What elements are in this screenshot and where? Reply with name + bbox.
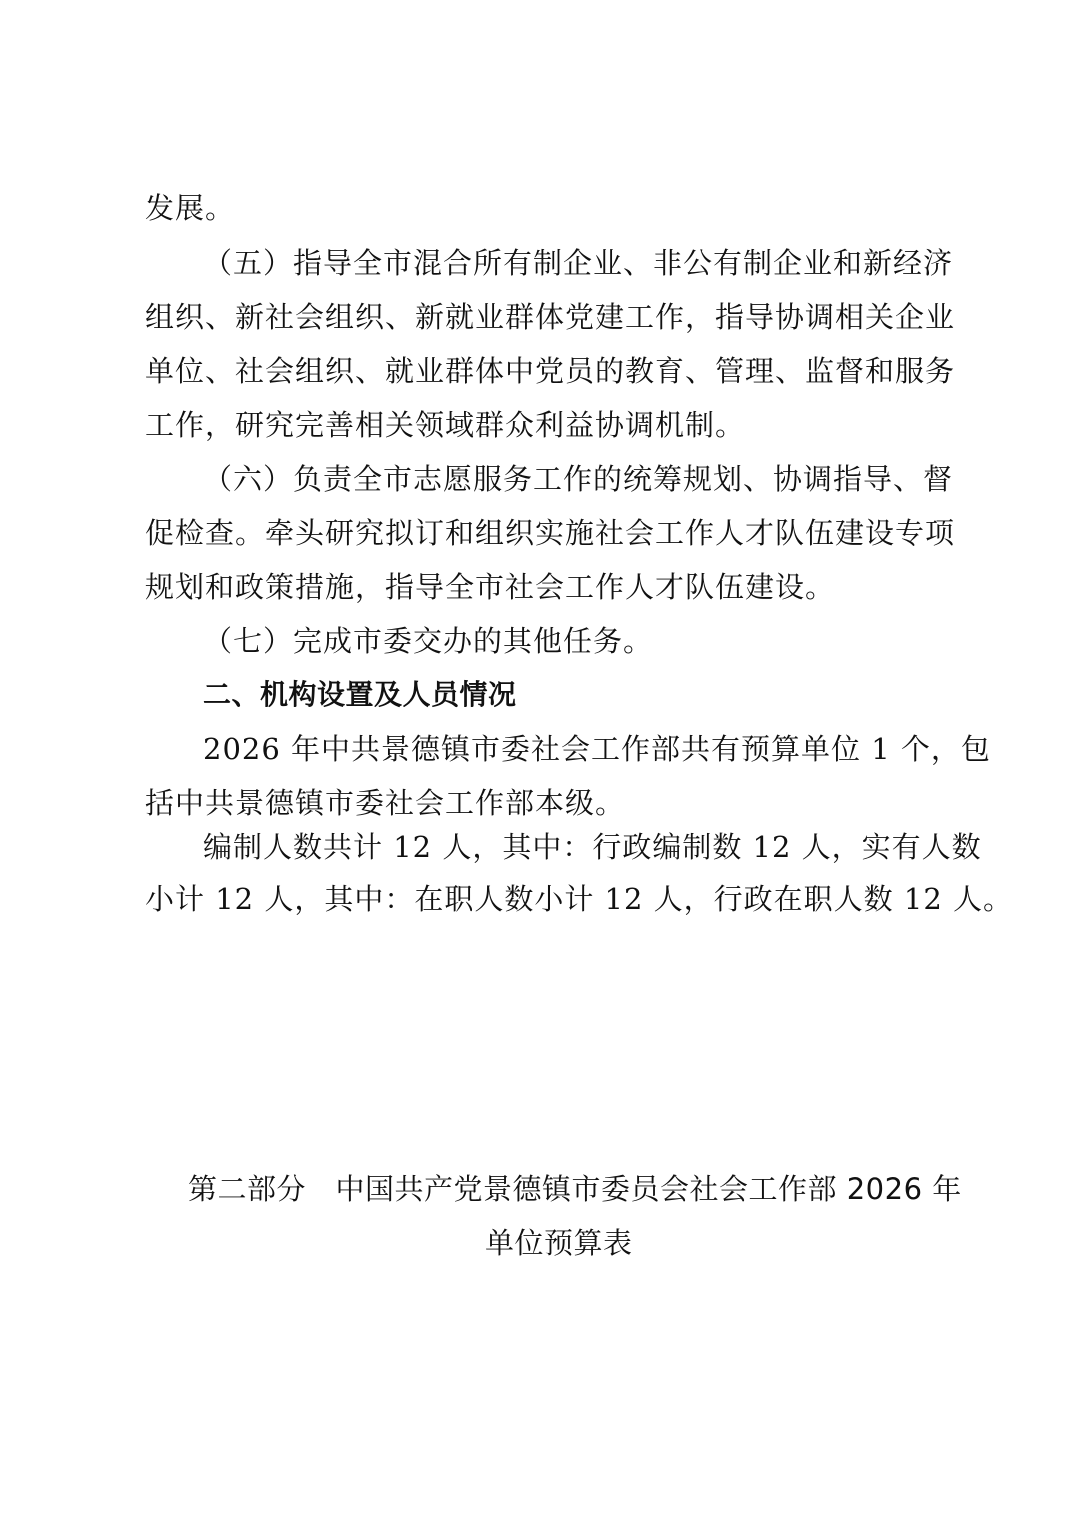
section-heading: 二、机构设置及人员情况 bbox=[203, 678, 517, 711]
paragraph-line: 促检查。牵头研究拟订和组织实施社会工作人才队伍建设专项 bbox=[145, 516, 956, 550]
paragraph-line: 小计 12 人，其中：在职人数小计 12 人，行政在职人数 12 人。 bbox=[145, 882, 1014, 916]
paragraph-line: （五）指导全市混合所有制企业、非公有制企业和新经济 bbox=[203, 246, 954, 280]
part-title-line-1: 第二部分 中国共产党景德镇市委员会社会工作部 2026 年 bbox=[188, 1172, 962, 1206]
paragraph-line: 编制人数共计 12 人，其中：行政编制数 12 人，实有人数 bbox=[203, 830, 982, 864]
paragraph-line: 2026 年中共景德镇市委社会工作部共有预算单位 1 个，包 bbox=[203, 732, 991, 766]
paragraph-line: 规划和政策措施，指导全市社会工作人才队伍建设。 bbox=[145, 570, 836, 604]
paragraph-line: 工作，研究完善相关领域群众利益协调机制。 bbox=[145, 408, 746, 442]
paragraph-line: 发展。 bbox=[145, 191, 236, 225]
paragraph-line: （六）负责全市志愿服务工作的统筹规划、协调指导、督 bbox=[203, 462, 954, 496]
paragraph-line: 单位、社会组织、就业群体中党员的教育、管理、监督和服务 bbox=[145, 354, 956, 388]
part-title-line-2: 单位预算表 bbox=[485, 1226, 633, 1260]
paragraph-line: （七）完成市委交办的其他任务。 bbox=[203, 624, 654, 658]
paragraph-line: 组织、新社会组织、新就业群体党建工作，指导协调相关企业 bbox=[145, 300, 956, 334]
paragraph-line: 括中共景德镇市委社会工作部本级。 bbox=[145, 786, 626, 820]
